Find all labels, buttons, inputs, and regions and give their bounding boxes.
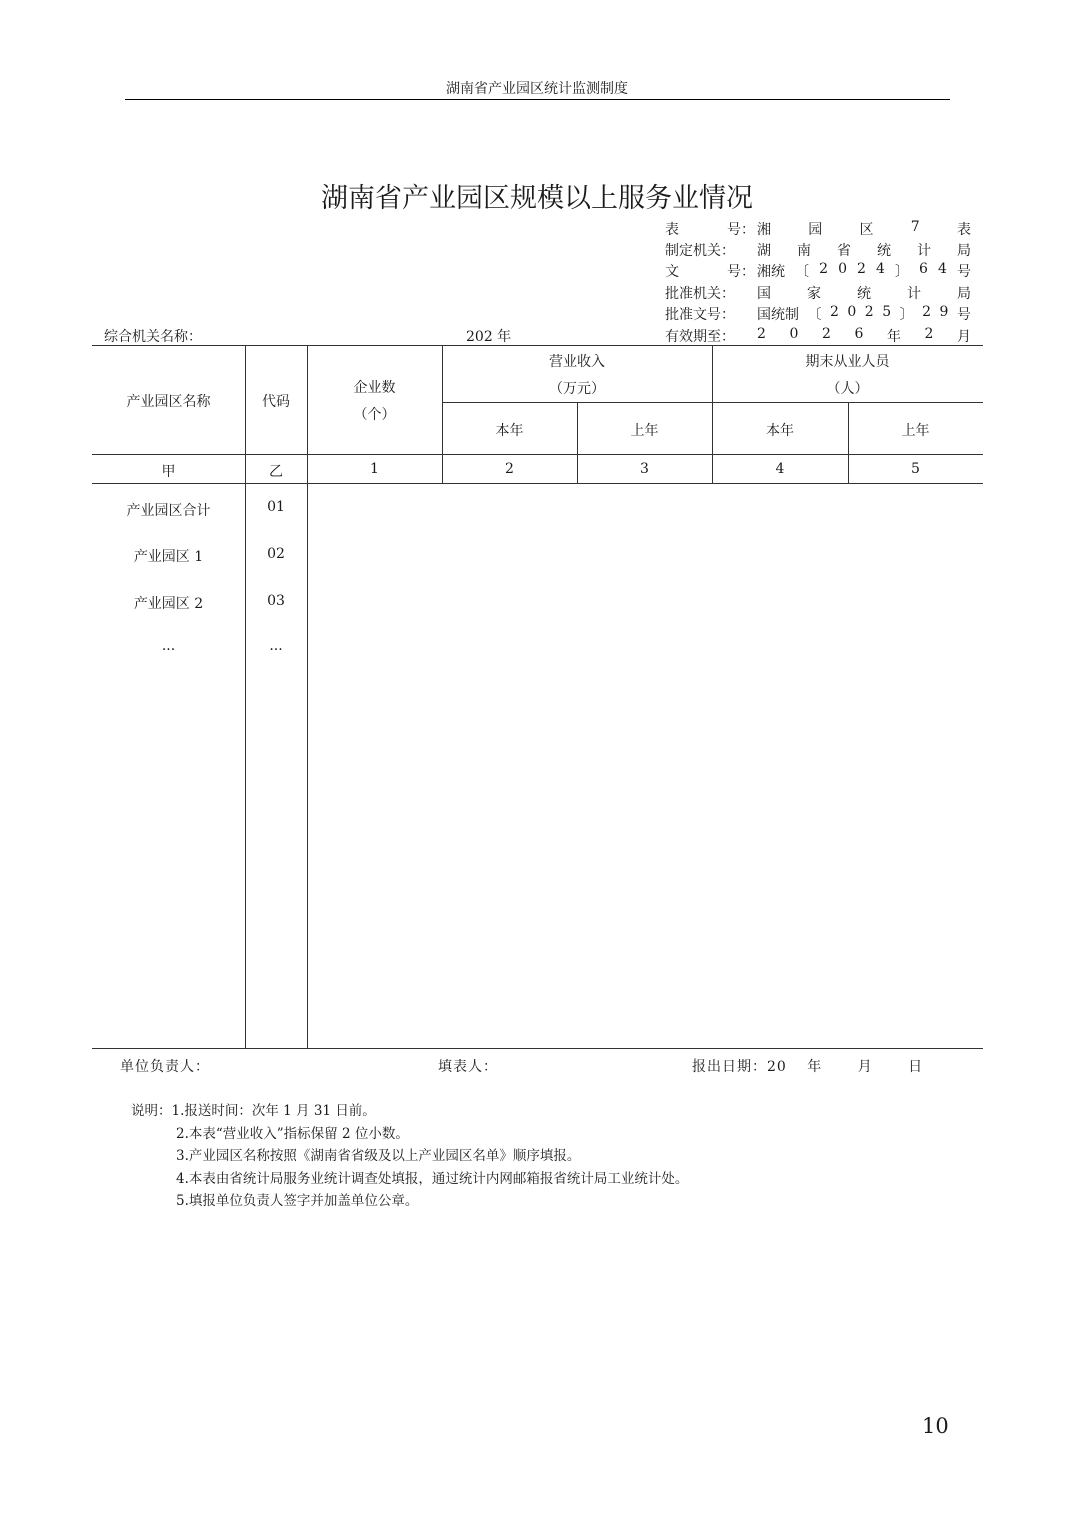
meta-value-part: 园 [808, 222, 823, 238]
page-number: 10 [922, 1414, 949, 1438]
meta-value-part: 湘统 [757, 264, 785, 280]
meta-row [665, 283, 971, 304]
header-revenue-unit: （万元） [549, 381, 605, 397]
meta-row [665, 304, 971, 325]
report-date-label: 报出日期：20 年 月 日 [692, 1059, 924, 1075]
table-top-rule [92, 345, 983, 346]
meta-value-part: 4 [876, 261, 885, 277]
meta-label [665, 283, 755, 304]
report-year-label: 202 年 [466, 329, 512, 345]
meta-value [755, 240, 971, 261]
meta-value-part: 号 [956, 307, 971, 323]
meta-value-part: 2 [821, 326, 831, 342]
org-name-label: 综合机关名称： [104, 329, 202, 345]
meta-value-part: 〔 [807, 307, 822, 323]
meta-row [665, 326, 971, 347]
meta-label-part: 文 [665, 264, 679, 280]
meta-row [665, 240, 971, 261]
meta-label [665, 240, 755, 261]
row-ellipsis: ··· [161, 642, 176, 658]
meta-value-part: 2 [819, 261, 829, 277]
meta-value-part: 0 [838, 261, 847, 277]
filler-label: 填表人： [438, 1059, 498, 1075]
row-ellipsis: ··· [269, 642, 283, 658]
unit-head-label: 单位负责人： [120, 1059, 210, 1075]
header-revenue: 营业收入 [549, 354, 605, 370]
header-enterprises: 企业数 [353, 380, 396, 396]
meta-value-part: 2 [757, 326, 766, 342]
meta-value-part: 家 [807, 286, 821, 302]
meta-value-part: 号 [956, 264, 971, 280]
index-row-bottom-rule [92, 483, 983, 484]
header-code: 代码 [262, 394, 290, 410]
note-item: 1.报送时间：次年 1 月 31 日前。 [171, 1103, 376, 1119]
meta-value-part: 2 [829, 304, 839, 320]
meta-value-part: 统 [877, 243, 891, 259]
meta-label-part: 批准机关： [665, 286, 735, 302]
note-item: 3.产业园区名称按照《湖南省省级及以上产业园区名单》顺序填报。 [176, 1148, 581, 1164]
meta-label-part: 批准文号： [665, 307, 735, 323]
meta-label [665, 326, 755, 347]
meta-value [755, 261, 971, 282]
meta-value-part: 表 [956, 222, 971, 238]
note-item: 5.填报单位负责人签字并加盖单位公章。 [176, 1193, 419, 1209]
meta-value-part: 0 [789, 326, 799, 342]
header-employees: 期末从业人员 [805, 354, 890, 370]
row-park-name: 产业园区 2 [133, 596, 204, 612]
meta-value [755, 326, 971, 347]
row-park-name: 产业园区合计 [126, 503, 211, 519]
meta-value-part: 2 [864, 304, 874, 320]
meta-label [665, 219, 755, 240]
meta-label-part: 有效期至： [665, 329, 735, 345]
meta-value-part: 〔 [795, 264, 810, 280]
meta-value-part: 〕 [894, 264, 909, 280]
header-enterprises-unit: （个） [353, 407, 396, 423]
index-cell: 甲 [161, 464, 176, 480]
meta-label [665, 261, 755, 282]
meta-value-part: 计 [917, 243, 931, 259]
col-divider-1 [245, 345, 246, 1048]
meta-value-part: 南 [797, 243, 811, 259]
meta-value-part: 湘 [757, 222, 771, 238]
meta-value-part: 5 [882, 304, 892, 320]
index-cell: 2 [505, 461, 514, 477]
meta-value-part: 4 [937, 261, 947, 277]
meta-label-part: 号： [727, 264, 755, 280]
meta-value-part: 统 [857, 286, 871, 302]
notes-block [131, 1100, 688, 1213]
meta-value-part: 2 [857, 261, 866, 277]
note-item: 4.本表由省统计局服务业统计调查处填报，通过统计内网邮箱报省统计局工业统计处。 [176, 1170, 689, 1187]
header-employees-last-year: 上年 [901, 423, 930, 439]
meta-label-part: 号： [727, 222, 755, 238]
index-cell: 乙 [269, 464, 283, 480]
meta-label [665, 304, 755, 325]
meta-value-part: 2 [922, 304, 931, 320]
meta-value [755, 219, 971, 240]
header-park-name: 产业园区名称 [126, 394, 211, 410]
index-cell: 1 [370, 461, 379, 477]
meta-value-part: 月 [956, 329, 971, 345]
index-cell: 5 [911, 461, 920, 477]
meta-value-part: 9 [939, 304, 949, 320]
running-header: 湖南省产业园区统计监测制度 [446, 81, 628, 97]
meta-value-part: 局 [957, 243, 971, 259]
meta-value-part: 计 [907, 286, 921, 302]
header-bottom-rule [92, 454, 983, 455]
meta-value-part: 〕 [899, 307, 914, 323]
meta-value-part: 6 [854, 326, 864, 342]
meta-value-part: 湖 [757, 243, 771, 259]
note-item: 2.本表“营业收入”指标保留 2 位小数。 [176, 1125, 409, 1142]
index-cell: 4 [775, 461, 785, 477]
meta-value-part: 省 [837, 243, 851, 259]
col-divider-2 [307, 345, 308, 1048]
meta-value-part: 国 [757, 286, 771, 302]
row-park-name: 产业园区 1 [133, 549, 204, 565]
header-rule [125, 99, 950, 100]
meta-value [755, 304, 971, 325]
row-code: 02 [267, 546, 285, 562]
meta-row [665, 219, 971, 240]
meta-row [665, 261, 971, 282]
form-title: 湖南省产业园区规模以上服务业情况 [321, 183, 753, 214]
row-code: 01 [267, 499, 285, 515]
index-cell: 3 [640, 461, 649, 477]
meta-value-part: 年 [886, 329, 901, 345]
header-revenue-this-year: 本年 [495, 423, 524, 439]
table-bottom-rule [92, 1048, 983, 1049]
meta-value-part: 7 [910, 219, 920, 235]
meta-value-part: 局 [957, 286, 971, 302]
notes-prefix: 说明： [131, 1103, 172, 1119]
meta-value [755, 283, 971, 304]
meta-value-part: 区 [859, 222, 874, 238]
meta-value-part: 0 [847, 304, 857, 320]
meta-label-part: 制定机关： [665, 243, 735, 259]
header-employees-this-year: 本年 [766, 423, 794, 439]
meta-value-part: 2 [924, 326, 934, 342]
row-code: 03 [267, 593, 285, 609]
meta-value-part: 国统制 [757, 307, 799, 323]
meta-label-part: 表 [665, 222, 679, 238]
header-revenue-last-year: 上年 [630, 423, 659, 439]
meta-value-part: 6 [919, 261, 928, 277]
header-employees-unit: （人） [826, 381, 869, 397]
